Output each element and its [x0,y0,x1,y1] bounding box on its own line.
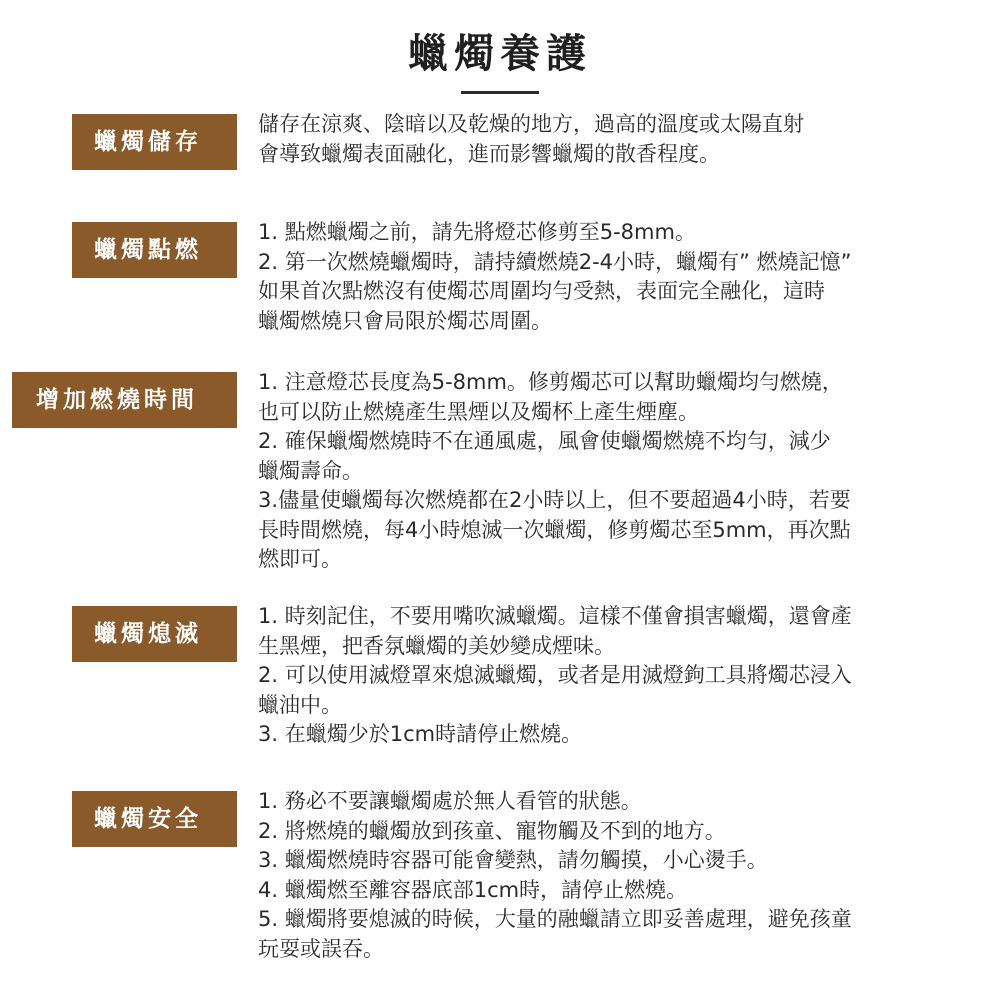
text-line: 1. 時刻記住，不要用嘴吹滅蠟燭。這樣不僅會損害蠟燭，還會產 [258,604,852,628]
section-label: 蠟燭點燃 [72,222,237,278]
text-line: 1. 務必不要讓蠟燭處於無人看管的狀態。 [258,789,642,813]
text-line: 3.儘量使蠟燭每次燃燒都在2小時以上，但不要超過4小時，若要 [258,488,851,512]
section-body [258,787,980,964]
section-body [258,110,980,169]
text-line: 1. 注意燈芯長度為5-8mm。修剪燭芯可以幫助蠟燭均勻燃燒， [258,370,843,394]
text-line: 1. 點燃蠟燭之前，請先將燈芯修剪至5-8mm。 [258,220,696,244]
text-line: 2. 可以使用滅燈罩來熄滅蠟燭，或者是用滅燈鉤工具將燭芯浸入 [258,663,852,687]
text-line: 2. 確保蠟燭燃燒時不在通風處，風會使蠟燭燃燒不均勻，減少 [258,429,831,453]
page-title: 蠟燭養護 [408,31,592,77]
text-line: 儲存在涼爽、陰暗以及乾燥的地方，過高的溫度或太陽直射 [258,112,804,136]
text-line: 玩耍或誤吞。 [258,936,384,961]
text-line: 蠟油中。 [258,692,342,717]
text-line: 生黑煙，把香氛蠟燭的美妙變成煙味。 [258,633,615,658]
section-label: 蠟燭儲存 [72,114,237,170]
text-line: 也可以防止燃燒產生黑煙以及燭杯上產生煙塵。 [258,399,699,424]
text-line: 5. 蠟燭將要熄滅的時候，大量的融蠟請立即妥善處理，避免孩童 [258,907,852,931]
text-line: 3. 蠟燭燃燒時容器可能會變熱，請勿觸摸，小心燙手。 [258,848,768,872]
text-line: 會導致蠟燭表面融化，進而影響蠟燭的散香程度。 [258,141,720,166]
section-label: 蠟燭熄滅 [72,606,237,662]
text-line: 4. 蠟燭燃至離容器底部1cm時，請停止燃燒。 [258,877,688,902]
text-line: 2. 第一次燃燒蠟燭時，請持續燃燒2-4小時，蠟燭有” 燃燒記憶” [258,249,852,274]
section-label: 增加燃燒時間 [12,372,237,428]
section-body [258,218,980,336]
text-line: 蠟燭壽命。 [258,458,363,483]
text-line: 如果首次點燃沒有使燭芯周圍均勻受熱，表面完全融化，這時 [258,279,825,303]
text-line: 2. 將燃燒的蠟燭放到孩童、寵物觸及不到的地方。 [258,818,726,843]
section-body [258,602,980,750]
text-line: 蠟燭燃燒只會局限於燭芯周圍。 [258,308,552,333]
text-line: 燃即可。 [258,547,342,571]
text-line: 長時間燃燒，每4小時熄滅一次蠟燭，修剪燭芯至5mm，再次點 [258,517,851,542]
section-label: 蠟燭安全 [72,791,237,847]
text-line: 3. 在蠟燭少於1cm時請停止燃燒。 [258,722,583,746]
title-underline [461,91,539,94]
section-body [258,368,980,575]
